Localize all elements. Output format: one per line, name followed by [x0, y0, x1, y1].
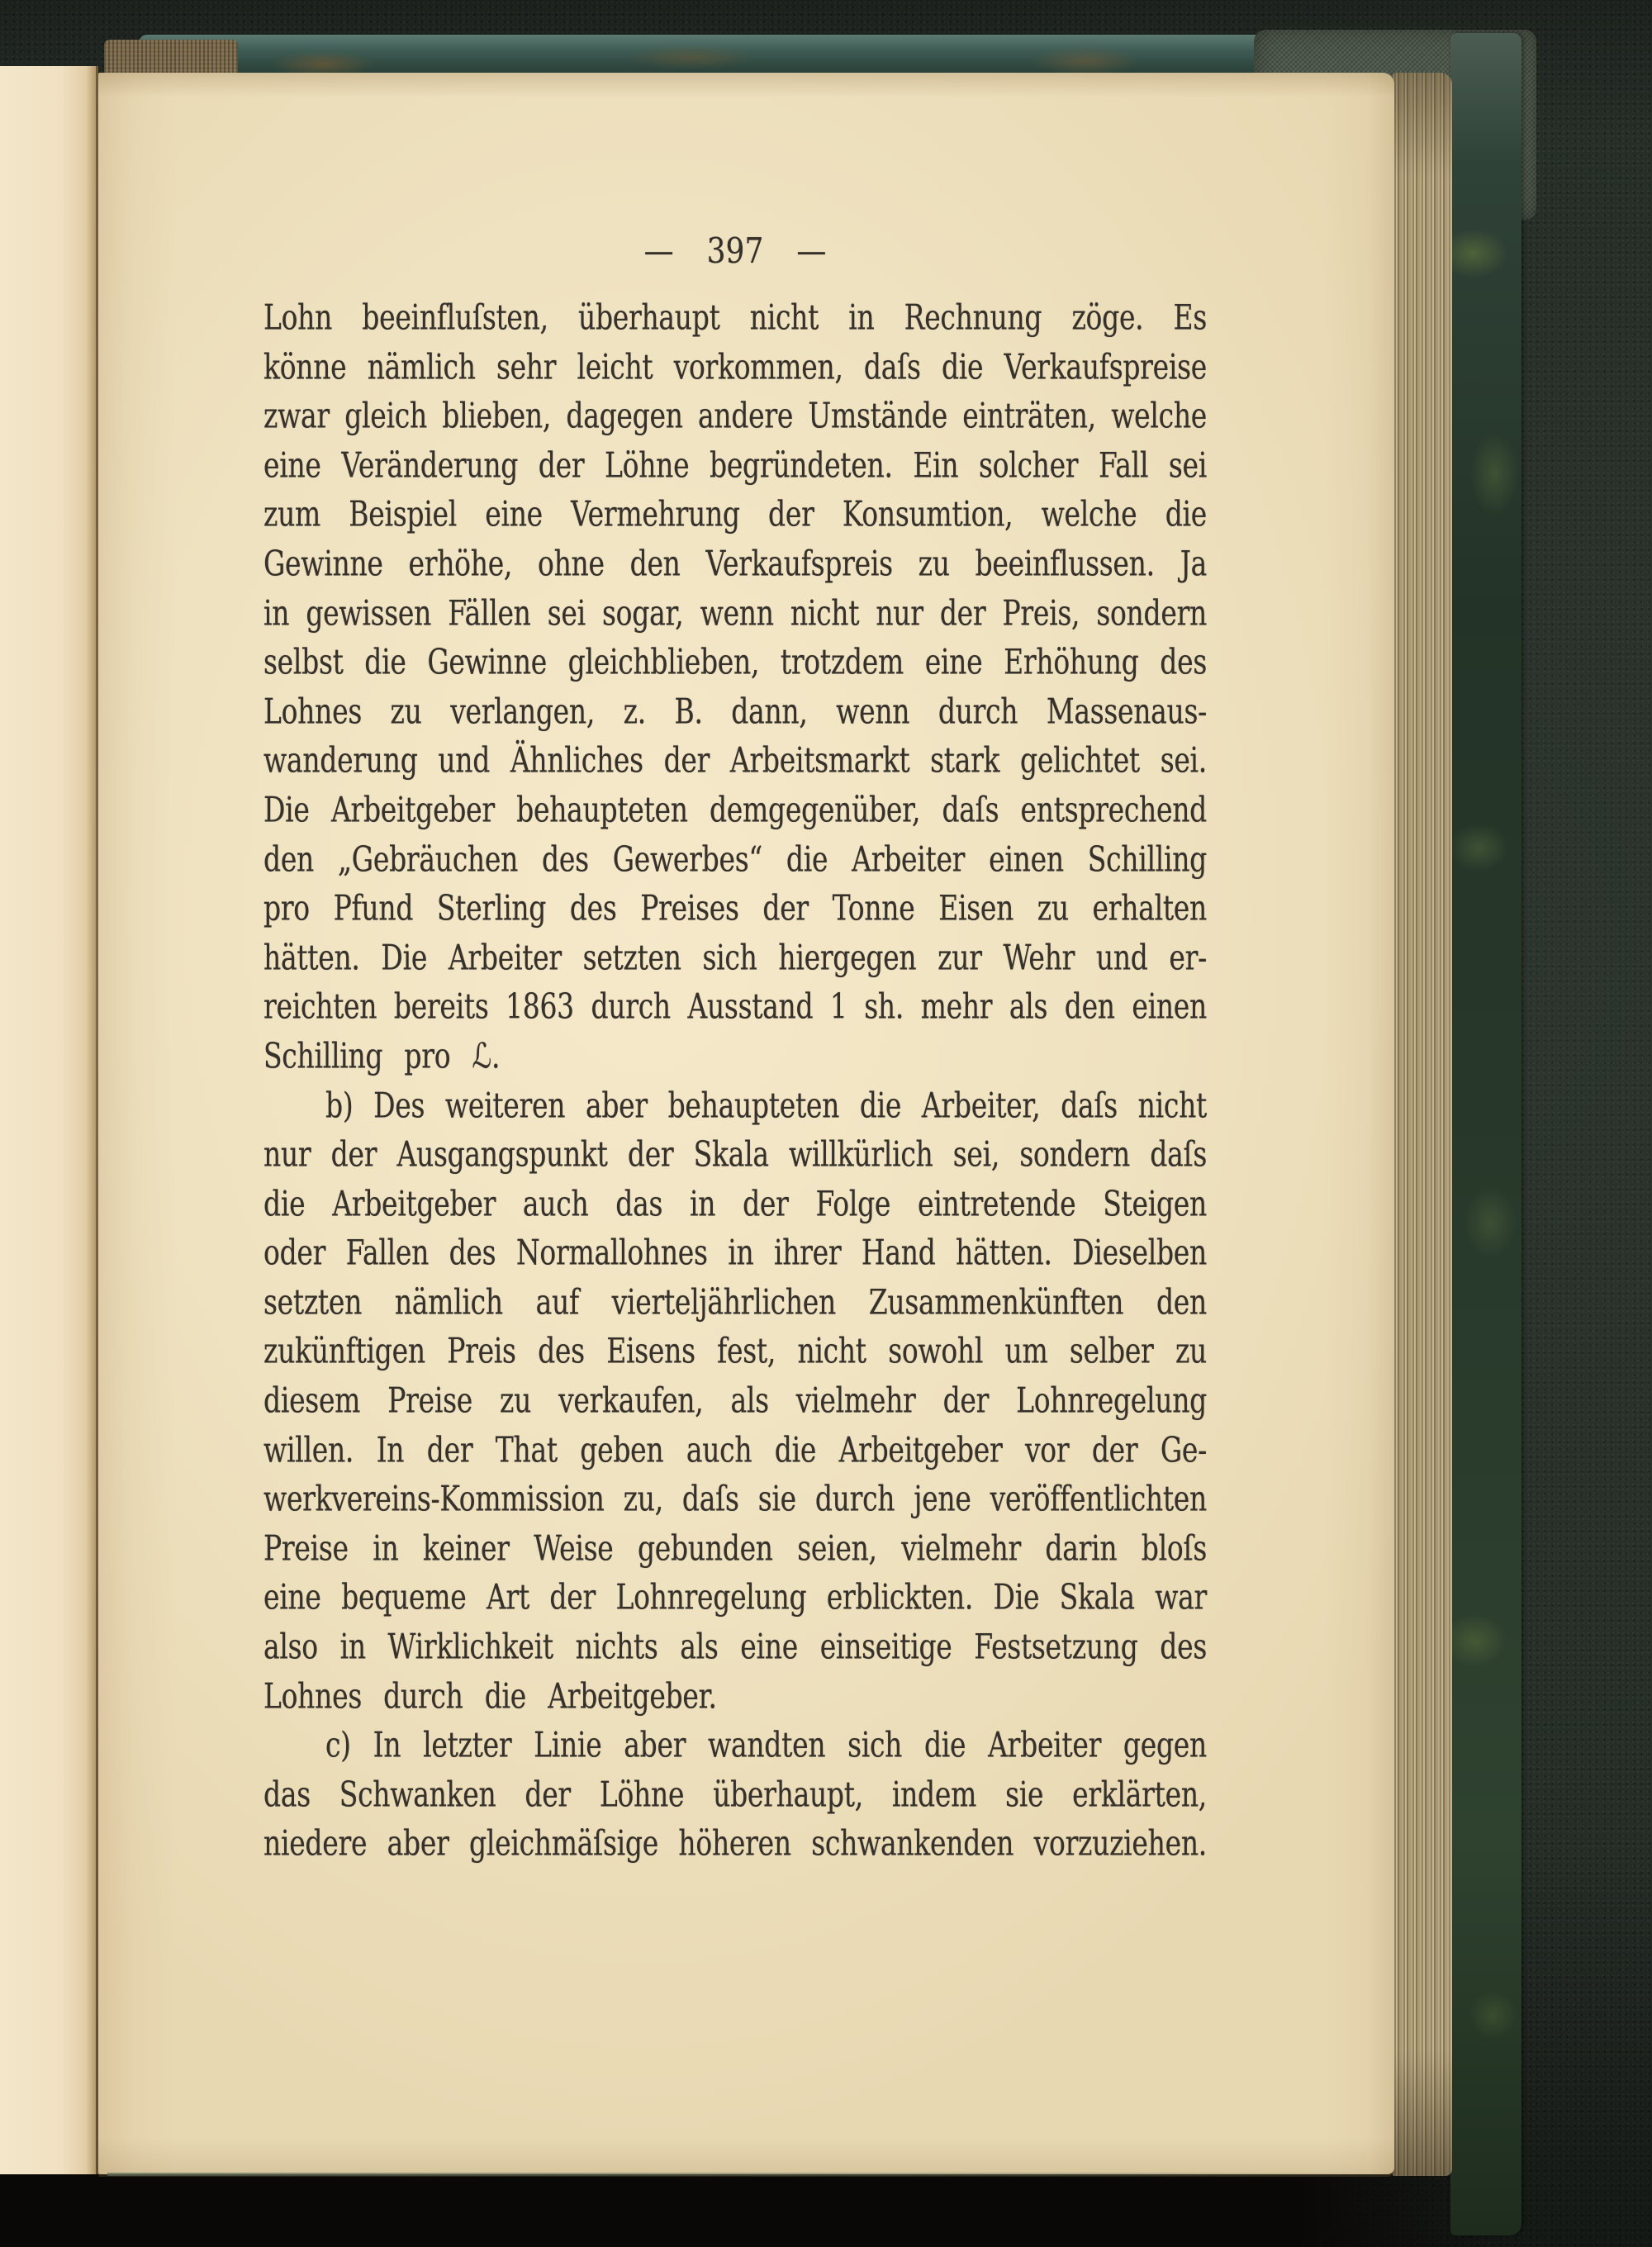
- book-cover-right-edge: [1450, 33, 1521, 2235]
- cover-bottom-edge-line: [107, 2173, 1396, 2176]
- text-line: wanderung und Ähnliches der Arbeitsmarkt stark gelichtet sei.: [263, 739, 1207, 781]
- text-line: Schilling pro ℒ.: [263, 1034, 501, 1076]
- text-line: eine Veränderung der Löhne begründeten. Ein solcher Fall sei: [263, 444, 1207, 486]
- text-line: zwar gleich blieben, dagegen andere Umstände einträten, welche: [263, 394, 1207, 436]
- text-line: Lohn beeinfluſsten, überhaupt nicht in Rechnung zöge. Es: [263, 296, 1207, 338]
- facing-page-edge: [0, 66, 97, 2174]
- page-block-fore-edge: [1393, 73, 1452, 2176]
- text-line: könne nämlich sehr leicht vorkommen, daſs die Verkaufspreise: [263, 345, 1207, 387]
- text-line: reichten bereits 1863 durch Ausstand 1 sh. mehr als den einen: [263, 986, 1207, 1028]
- text-line: diesem Preise zu verkaufen, als vielmehr der Lohnregelung: [263, 1379, 1207, 1421]
- header-dash-left: —: [643, 231, 674, 272]
- text-line: zum Beispiel eine Vermehrung der Konsumtion, welche die: [263, 493, 1207, 535]
- text-line: Die Arbeitgeber behaupteten demgegenüber, daſs entsprechend: [263, 788, 1207, 830]
- text-line: nur der Ausgangspunkt der Skala willkürlich sei, sondern daſs: [263, 1133, 1207, 1175]
- text-line: willen. In der That geben auch die Arbeitgeber vor der Ge-: [263, 1428, 1207, 1470]
- header-dash-right: —: [796, 231, 827, 272]
- text-line: selbst die Gewinne gleichblieben, trotzdem eine Erhöhung des: [263, 640, 1207, 682]
- text-line: c) In letzter Linie aber wandten sich die Arbeiter gegen: [325, 1724, 1207, 1765]
- page-body: [263, 294, 1207, 1869]
- text-line: werkvereins-Kommission zu, daſs sie durch jene veröffentlichten: [263, 1478, 1207, 1519]
- text-line: Lohnes durch die Arbeitgeber.: [263, 1675, 717, 1717]
- text-line: Gewinne erhöhe, ohne den Verkaufspreis zu beeinflussen. Ja: [263, 542, 1207, 584]
- text-line: die Arbeitgeber auch das in der Folge eintretende Steigen: [263, 1182, 1207, 1224]
- page-number: 397: [706, 231, 764, 272]
- text-line: also in Wirklichkeit nichts als eine einseitige Festsetzung des: [263, 1625, 1207, 1667]
- page-header: [263, 231, 1207, 271]
- book-shadow: [0, 2166, 1512, 2247]
- text-line: eine bequeme Art der Lohnregelung erblickten. Die Skala war: [263, 1576, 1207, 1618]
- text-line: den „Gebräuchen des Gewerbes“ die Arbeiter einen Schilling: [263, 838, 1207, 880]
- text-line: pro Pfund Sterling des Preises der Tonne Eisen zu erhalten: [263, 886, 1207, 929]
- book-page: [98, 73, 1394, 2174]
- text-line: in gewissen Fällen sei sogar, wenn nicht nur der Preis, sondern: [263, 591, 1207, 634]
- text-line: oder Fallen des Normallohnes in ihrer Hand hätten. Dieselben: [263, 1232, 1207, 1273]
- text-line: zukünftigen Preis des Eisens fest, nicht sowohl um selber zu: [263, 1330, 1207, 1372]
- text-line: hätten. Die Arbeiter setzten sich hiergegen zur Wehr und er-: [263, 936, 1207, 978]
- text-line: setzten nämlich auf vierteljährlichen Zusammenkünften den: [263, 1280, 1207, 1323]
- text-line: das Schwanken der Löhne überhaupt, indem sie erklärten,: [263, 1773, 1207, 1815]
- text-line: b) Des weiteren aber behaupteten die Arbeiter, daſs nicht: [325, 1084, 1207, 1126]
- text-line: niedere aber gleichmäſsige höheren schwankenden vorzuziehen.: [263, 1822, 1207, 1865]
- text-line: Preise in keiner Weise gebunden seien, vielmehr darin bloſs: [263, 1527, 1207, 1569]
- text-line: Lohnes zu verlangen, z. B. dann, wenn durch Massenaus-: [263, 690, 1207, 732]
